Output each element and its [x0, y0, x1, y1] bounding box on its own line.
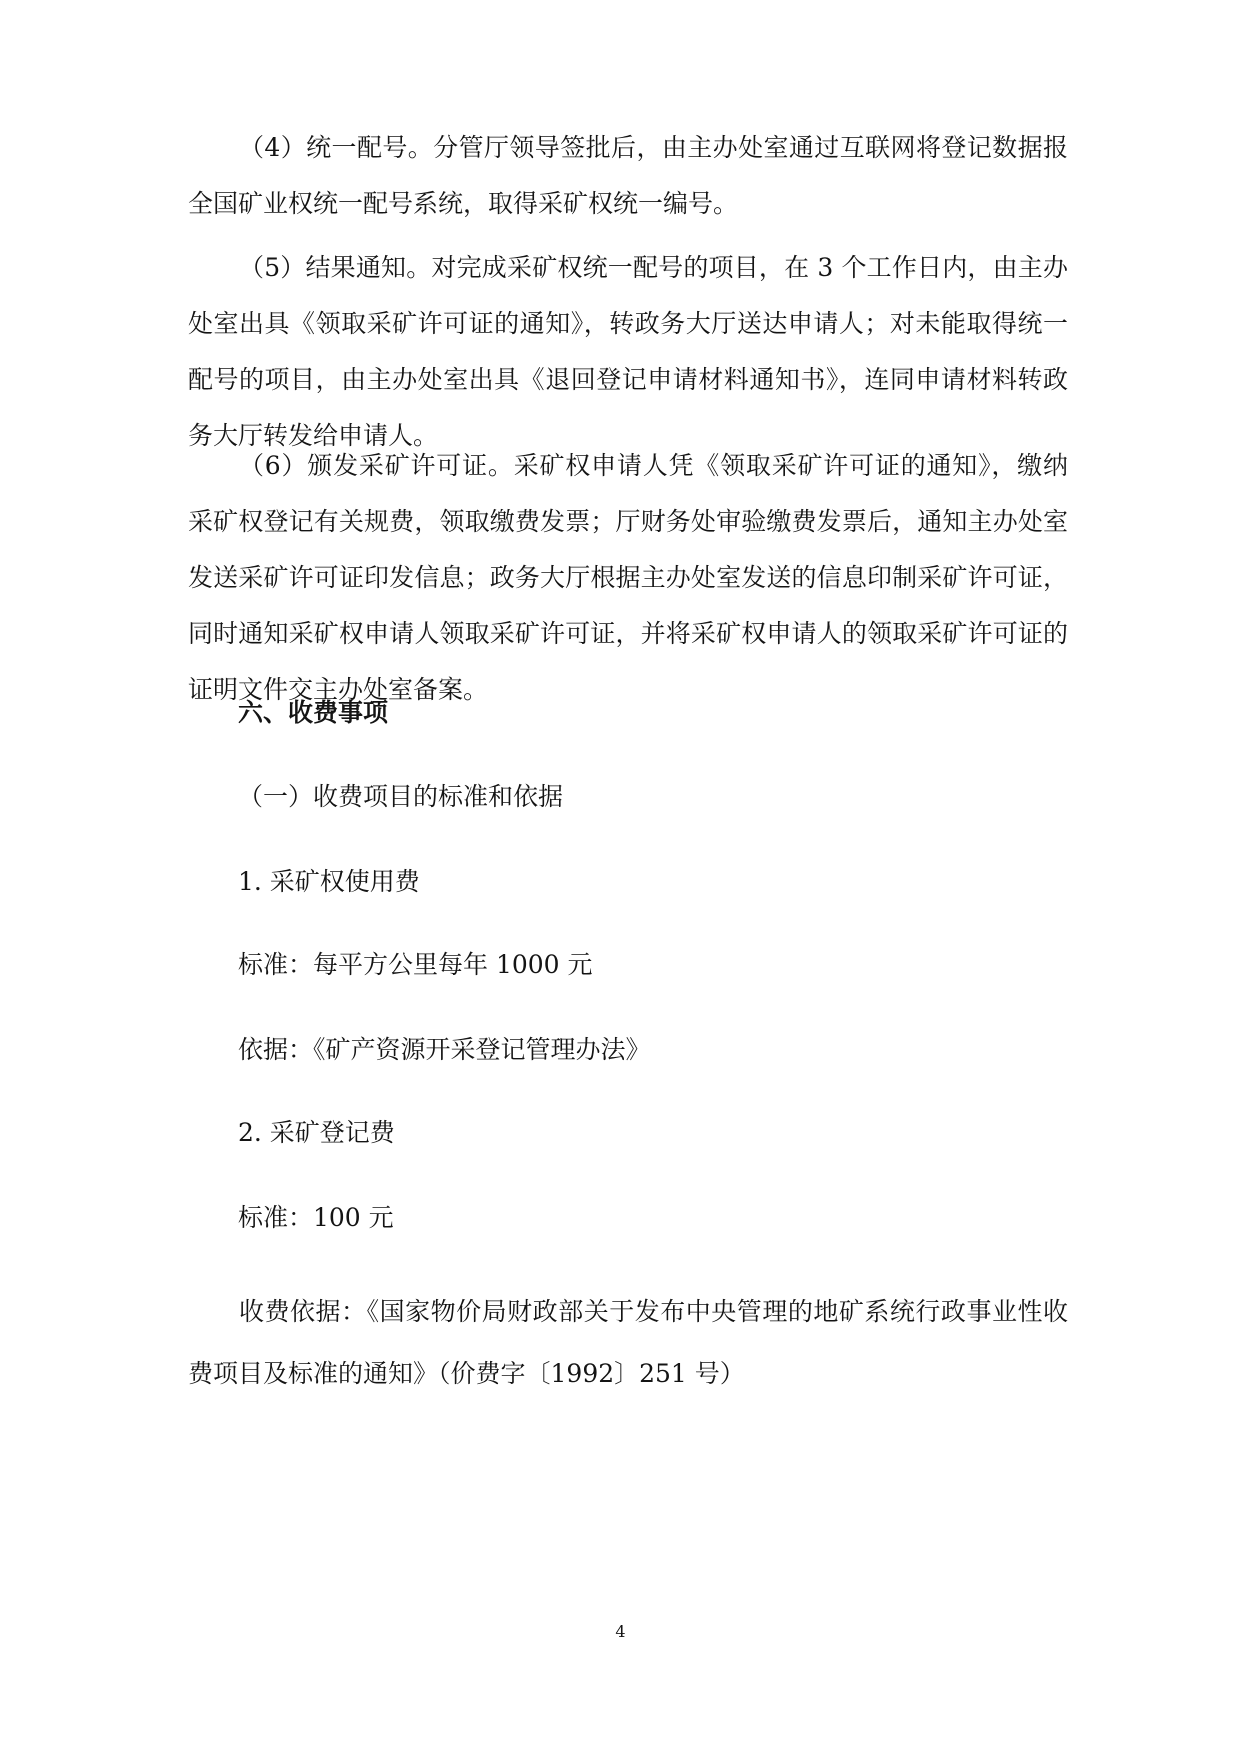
- text-line: 证明文件交主办处室备案。: [188, 675, 489, 704]
- page-number: 4: [615, 1622, 626, 1641]
- text-line: （4）统一配号。分管厅领导签批后，由主办处室通过互联网将登记数据报: [239, 133, 1068, 162]
- text-line: 配号的项目，由主办处室出具《退回登记申请材料通知书》，连同申请材料转政: [188, 365, 1068, 394]
- fee-item-title: 2. 采矿登记费: [238, 1118, 395, 1147]
- text-line: （5）结果通知。对完成采矿权统一配号的项目，在 3 个工作日内，由主办: [239, 253, 1068, 282]
- text-line: 费项目及标准的通知》（价费字〔1992〕251 号）: [188, 1359, 745, 1388]
- paragraph-result-notice: [188, 240, 1068, 464]
- text-line: 采矿权登记有关规费，领取缴费发票；厅财务处审验缴费发票后，通知主办处室: [188, 507, 1068, 536]
- fee-basis: 依据：《矿产资源开采登记管理办法》: [238, 1035, 651, 1064]
- text-line: 务大厅转发给申请人。: [188, 421, 439, 450]
- sub-heading: （一）收费项目的标准和依据: [238, 782, 564, 811]
- fee-item-title: 1. 采矿权使用费: [238, 867, 420, 896]
- fee-standard: 标准：100 元: [238, 1203, 394, 1232]
- text-line: （6）颁发采矿许可证。采矿权申请人凭《领取采矿许可证的通知》，缴纳: [239, 451, 1068, 480]
- fee-standard: 标准：每平方公里每年 1000 元: [238, 950, 593, 979]
- paragraph-unified-numbering: [188, 120, 1068, 232]
- text-line: 处室出具《领取采矿许可证的通知》，转政务大厅送达申请人；对未能取得统一: [188, 309, 1068, 338]
- paragraph-issue-license: [188, 438, 1068, 718]
- text-line: 全国矿业权统一配号系统，取得采矿权统一编号。: [188, 189, 739, 218]
- paragraph-fee-basis: [188, 1270, 1068, 1394]
- section-heading: 六、收费事项: [238, 698, 389, 727]
- text-line: 收费依据：《国家物价局财政部关于发布中央管理的地矿系统行政事业性收: [239, 1297, 1068, 1326]
- text-line: 发送采矿许可证印发信息；政务大厅根据主办处室发送的信息印制采矿许可证，: [188, 563, 1068, 592]
- text-line: 同时通知采矿权申请人领取采矿许可证，并将采矿权申请人的领取采矿许可证的: [188, 619, 1068, 648]
